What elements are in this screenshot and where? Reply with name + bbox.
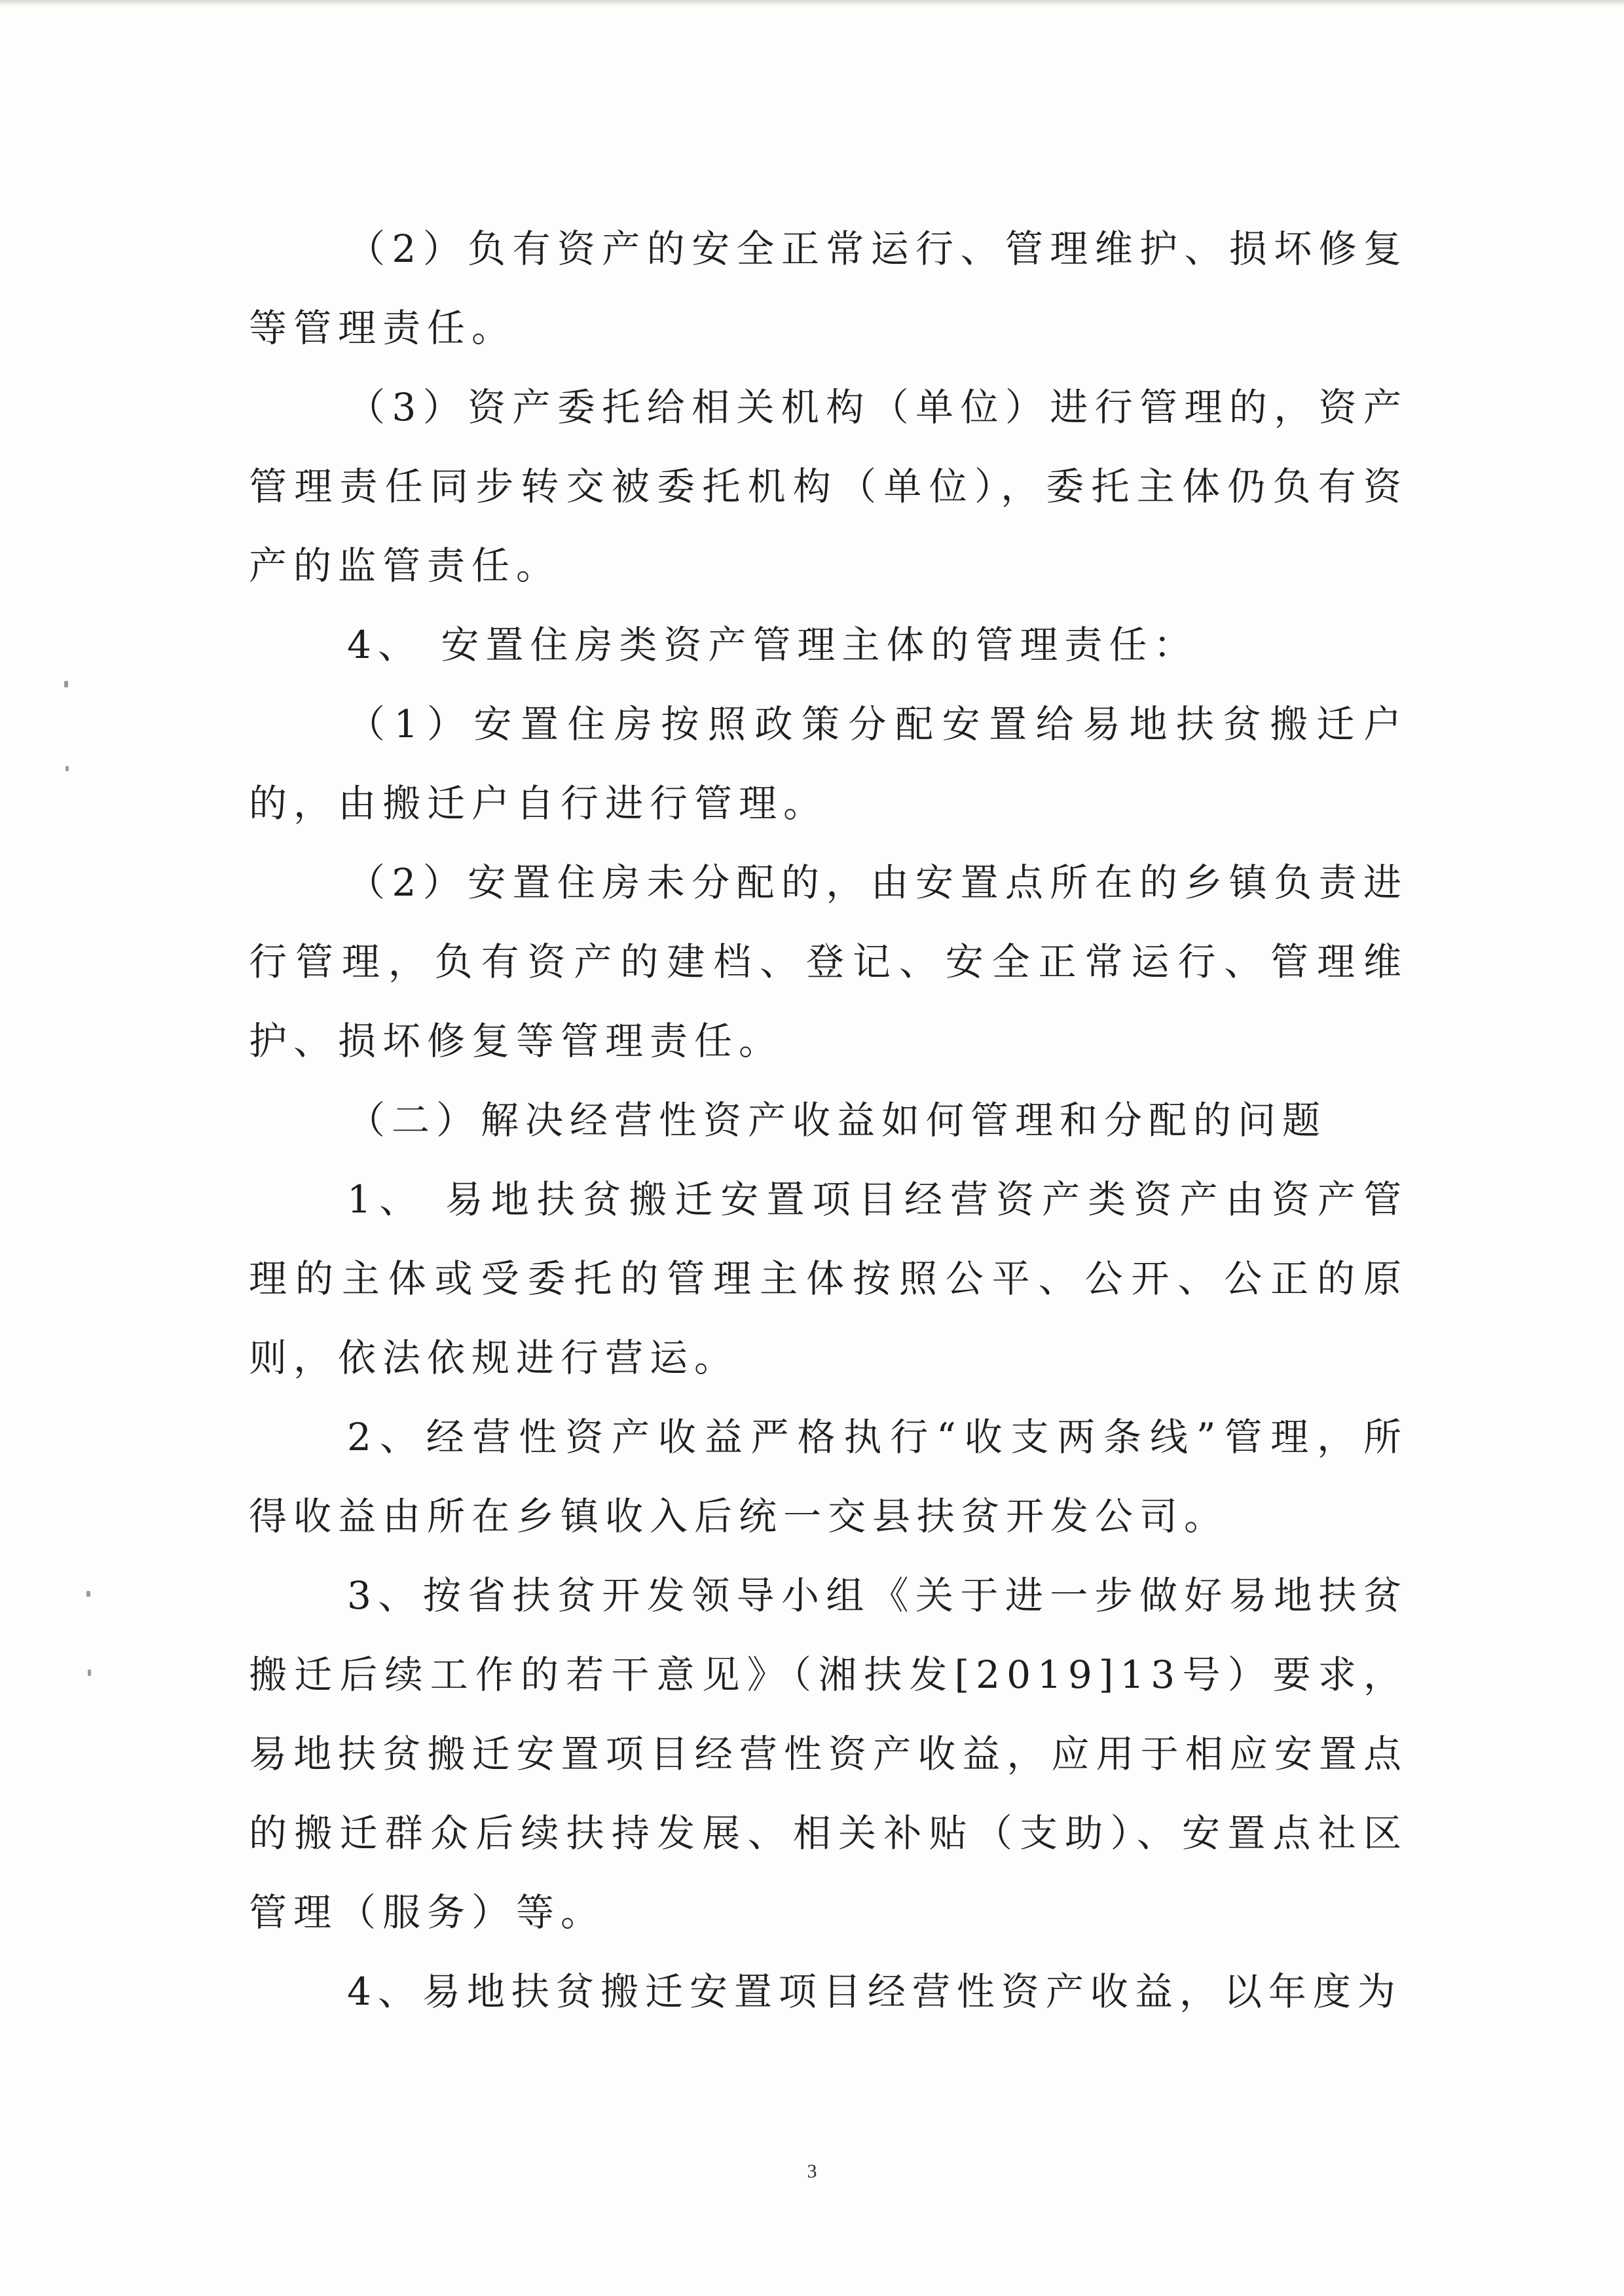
scan-speck — [65, 766, 69, 771]
scan-edge — [0, 0, 1624, 7]
paragraph: 2、经营性资产收益严格执行“收支两条线”管理，所得收益由所在乡镇收入后统一交县扶贫开发公司。 — [249, 1415, 1408, 1539]
scan-speck — [88, 1669, 91, 1676]
paragraph: （3）资产委托给相关机构（单位）进行管理的，资产管理责任同步转交被委托机构（单位），委托主体仍负有资产的监管责任。 — [249, 385, 1408, 588]
scan-speck — [64, 681, 68, 687]
document-body — [249, 210, 1408, 2032]
paragraph: （2）安置住房未分配的，由安置点所在的乡镇负责进行管理，负有资产的建档、登记、安全正常运行、管理维护、损坏修复等管理责任。 — [249, 860, 1408, 1063]
section-heading: （二）解决经营性资产收益如何管理和分配的问题 — [347, 1098, 1327, 1142]
scan-speck — [86, 1591, 90, 1597]
section-heading: 4、 安置住房类资产管理主体的管理责任： — [347, 623, 1198, 667]
paragraph: 1、 易地扶贫搬迁安置项目经营资产类资产由资产管理的主体或受委托的管理主体按照公平、公开、公正的原则，依法依规进行营运。 — [249, 1177, 1408, 1380]
paragraph: （1）安置住房按照政策分配安置给易地扶贫搬迁户的，由搬迁户自行进行管理。 — [249, 702, 1408, 826]
page-number: 3 — [807, 2160, 817, 2182]
paragraph: 3、按省扶贫开发领导小组《关于进一步做好易地扶贫搬迁后续工作的若干意见》（湘扶发[2019]13号）要求，易地扶贫搬迁安置项目经营性资产收益，应用于相应安置点的搬迁群众后续扶持发展、相关补贴（支助）、安置点社区管理（服务）等。 — [249, 1573, 1408, 1935]
paragraph: 4、易地扶贫搬迁安置项目经营性资产收益，以年度为 — [347, 1969, 1402, 2014]
paragraph: （2）负有资产的安全正常运行、管理维护、损坏修复等管理责任。 — [249, 227, 1408, 350]
